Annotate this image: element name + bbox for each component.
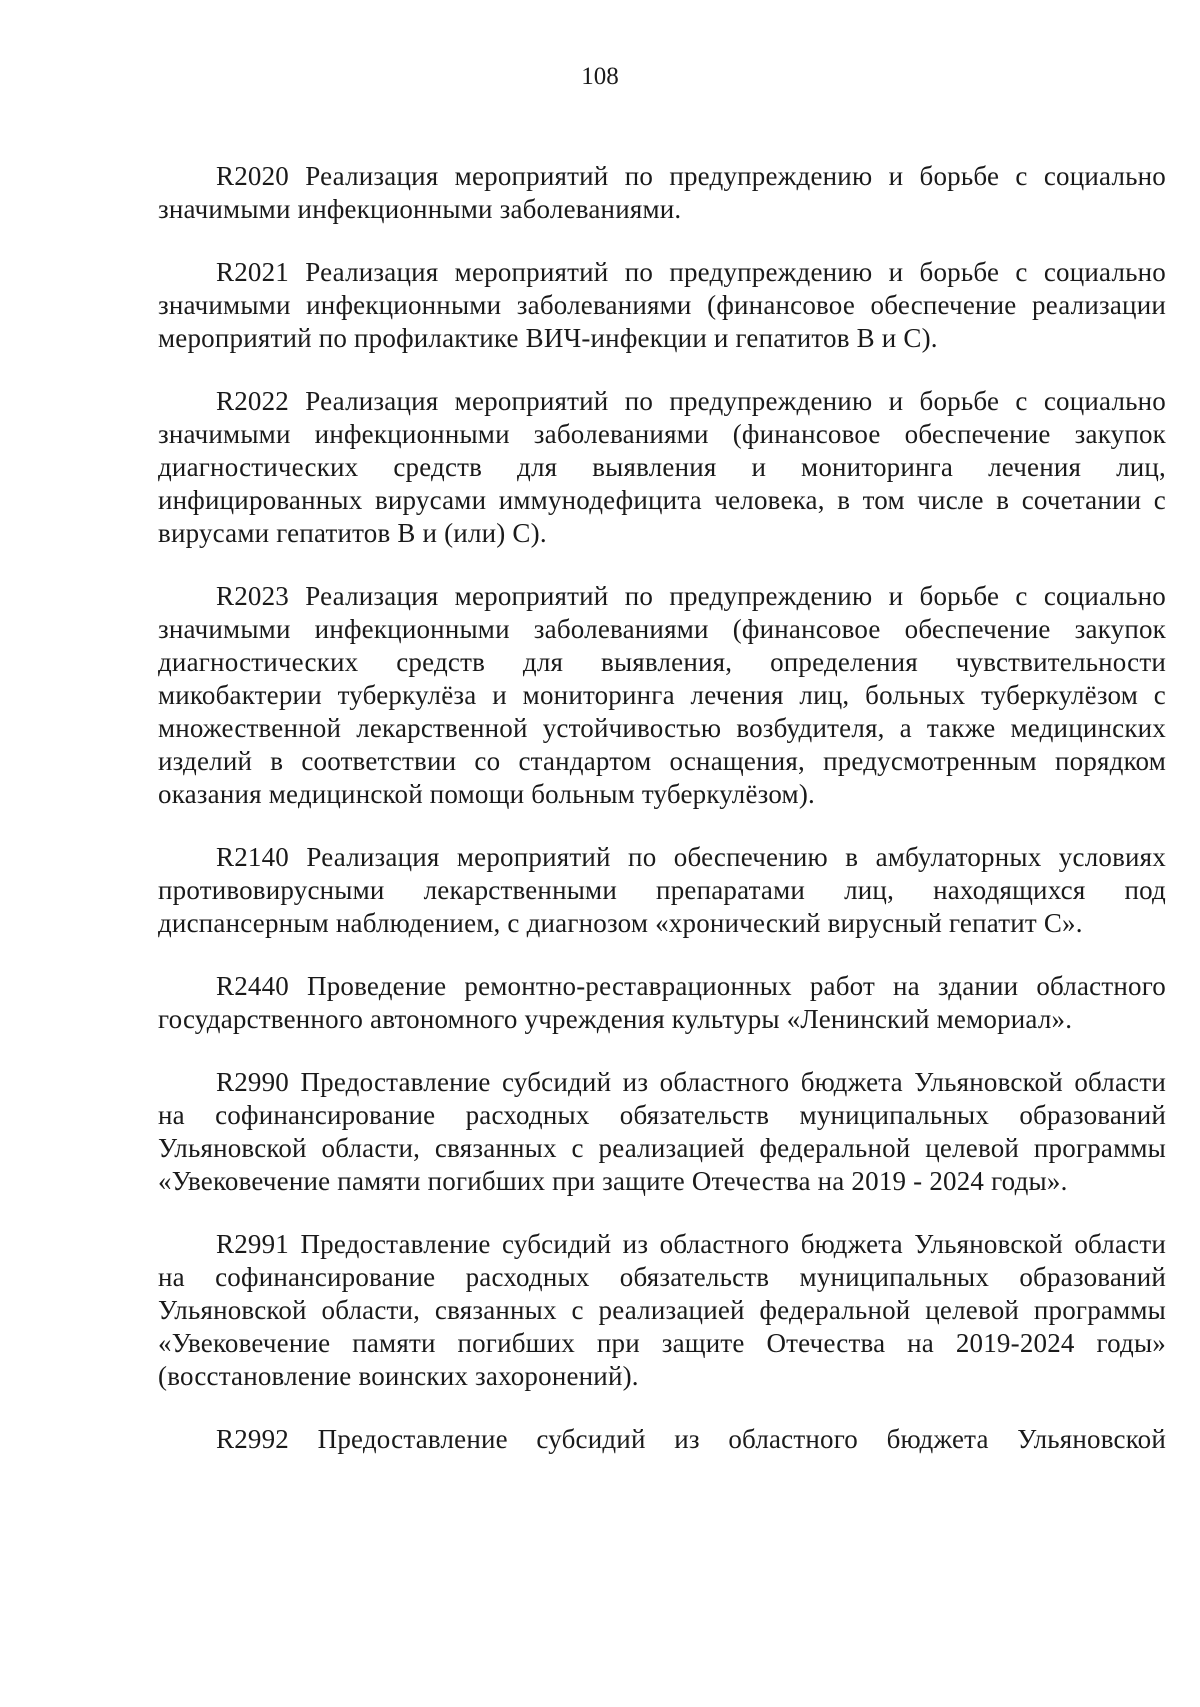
paragraph-code: R2991 xyxy=(216,1229,290,1259)
paragraph-r2023 xyxy=(158,580,1166,811)
page-number: 108 xyxy=(581,63,619,90)
paragraph-text: Реализация мероприятий по предупреждению и борьбе с социально значимыми инфекционными заболеваниями (финансовое обеспечение закупок диагностических средств для выявления и мониторинга лечения лиц, инфицированных вирусами иммунодефицита человека, в том числе в сочетании с вирусами гепатитов В и (или) С). xyxy=(158,386,1167,548)
paragraph-code: R2992 xyxy=(216,1424,290,1454)
paragraph-text: Реализация мероприятий по обеспечению в амбулаторных условиях противовирусными лекарственными препаратами лиц, находящихся под диспансерным наблюдением, с диагнозом «хронический вирусный гепатит С». xyxy=(158,842,1166,938)
paragraph-r2990 xyxy=(158,1066,1166,1198)
paragraph-text: Реализация мероприятий по предупреждению и борьбе с социально значимыми инфекционными заболеваниями. xyxy=(158,161,1167,224)
paragraph-r2020 xyxy=(158,160,1166,226)
document-body xyxy=(158,160,1166,1456)
paragraph-r2140 xyxy=(158,841,1166,940)
paragraph-code: R2020 xyxy=(216,161,290,191)
paragraph-text: Реализация мероприятий по предупреждению и борьбе с социально значимыми инфекционными заболеваниями (финансовое обеспечение закупок диагностических средств для выявления, определения чувствительности микобактерии туберкулёза и мониторинга лечения лиц, больных туберкулёзом с множественной лекарственной устойчивостью возбудителя, а также медицинских изделий в соответствии со стандартом оснащения, предусмотренным порядком оказания медицинской помощи больным туберкулёзом). xyxy=(158,581,1167,809)
paragraph-r2991 xyxy=(158,1228,1166,1393)
paragraph-text: Предоставление субсидий из областного бюджета Ульяновской области на софинансирование расходных обязательств муниципальных образований Ульяновской области, связанных с реализацией федеральной целевой программы «Увековечение памяти погибших при защите Отечества на 2019-2024 годы» (восстановление воинских захоронений). xyxy=(158,1229,1166,1391)
paragraph-code: R2140 xyxy=(216,842,290,872)
paragraph-text: Проведение ремонтно-реставрационных работ на здании областного государственного автономного учреждения культуры «Ленинский мемориал». xyxy=(158,971,1166,1034)
paragraph-code: R2990 xyxy=(216,1067,290,1097)
paragraph-r2992 xyxy=(158,1423,1166,1456)
paragraph-text: Предоставление субсидий из областного бюджета Ульяновской xyxy=(317,1424,1167,1454)
paragraph-r2021 xyxy=(158,256,1166,355)
paragraph-text: Реализация мероприятий по предупреждению и борьбе с социально значимыми инфекционными заболеваниями (финансовое обеспечение реализации мероприятий по профилактике ВИЧ-инфекции и гепатитов В и С). xyxy=(158,257,1167,353)
paragraph-text: Предоставление субсидий из областного бюджета Ульяновской области на софинансирование расходных обязательств муниципальных образований Ульяновской области, связанных с реализацией федеральной целевой программы «Увековечение памяти погибших при защите Отечества на 2019 - 2024 годы». xyxy=(158,1067,1166,1196)
paragraph-r2022 xyxy=(158,385,1166,550)
paragraph-code: R2021 xyxy=(216,257,290,287)
paragraph-r2440 xyxy=(158,970,1166,1036)
paragraph-code: R2440 xyxy=(216,971,290,1001)
paragraph-code: R2023 xyxy=(216,581,290,611)
paragraph-code: R2022 xyxy=(216,386,290,416)
